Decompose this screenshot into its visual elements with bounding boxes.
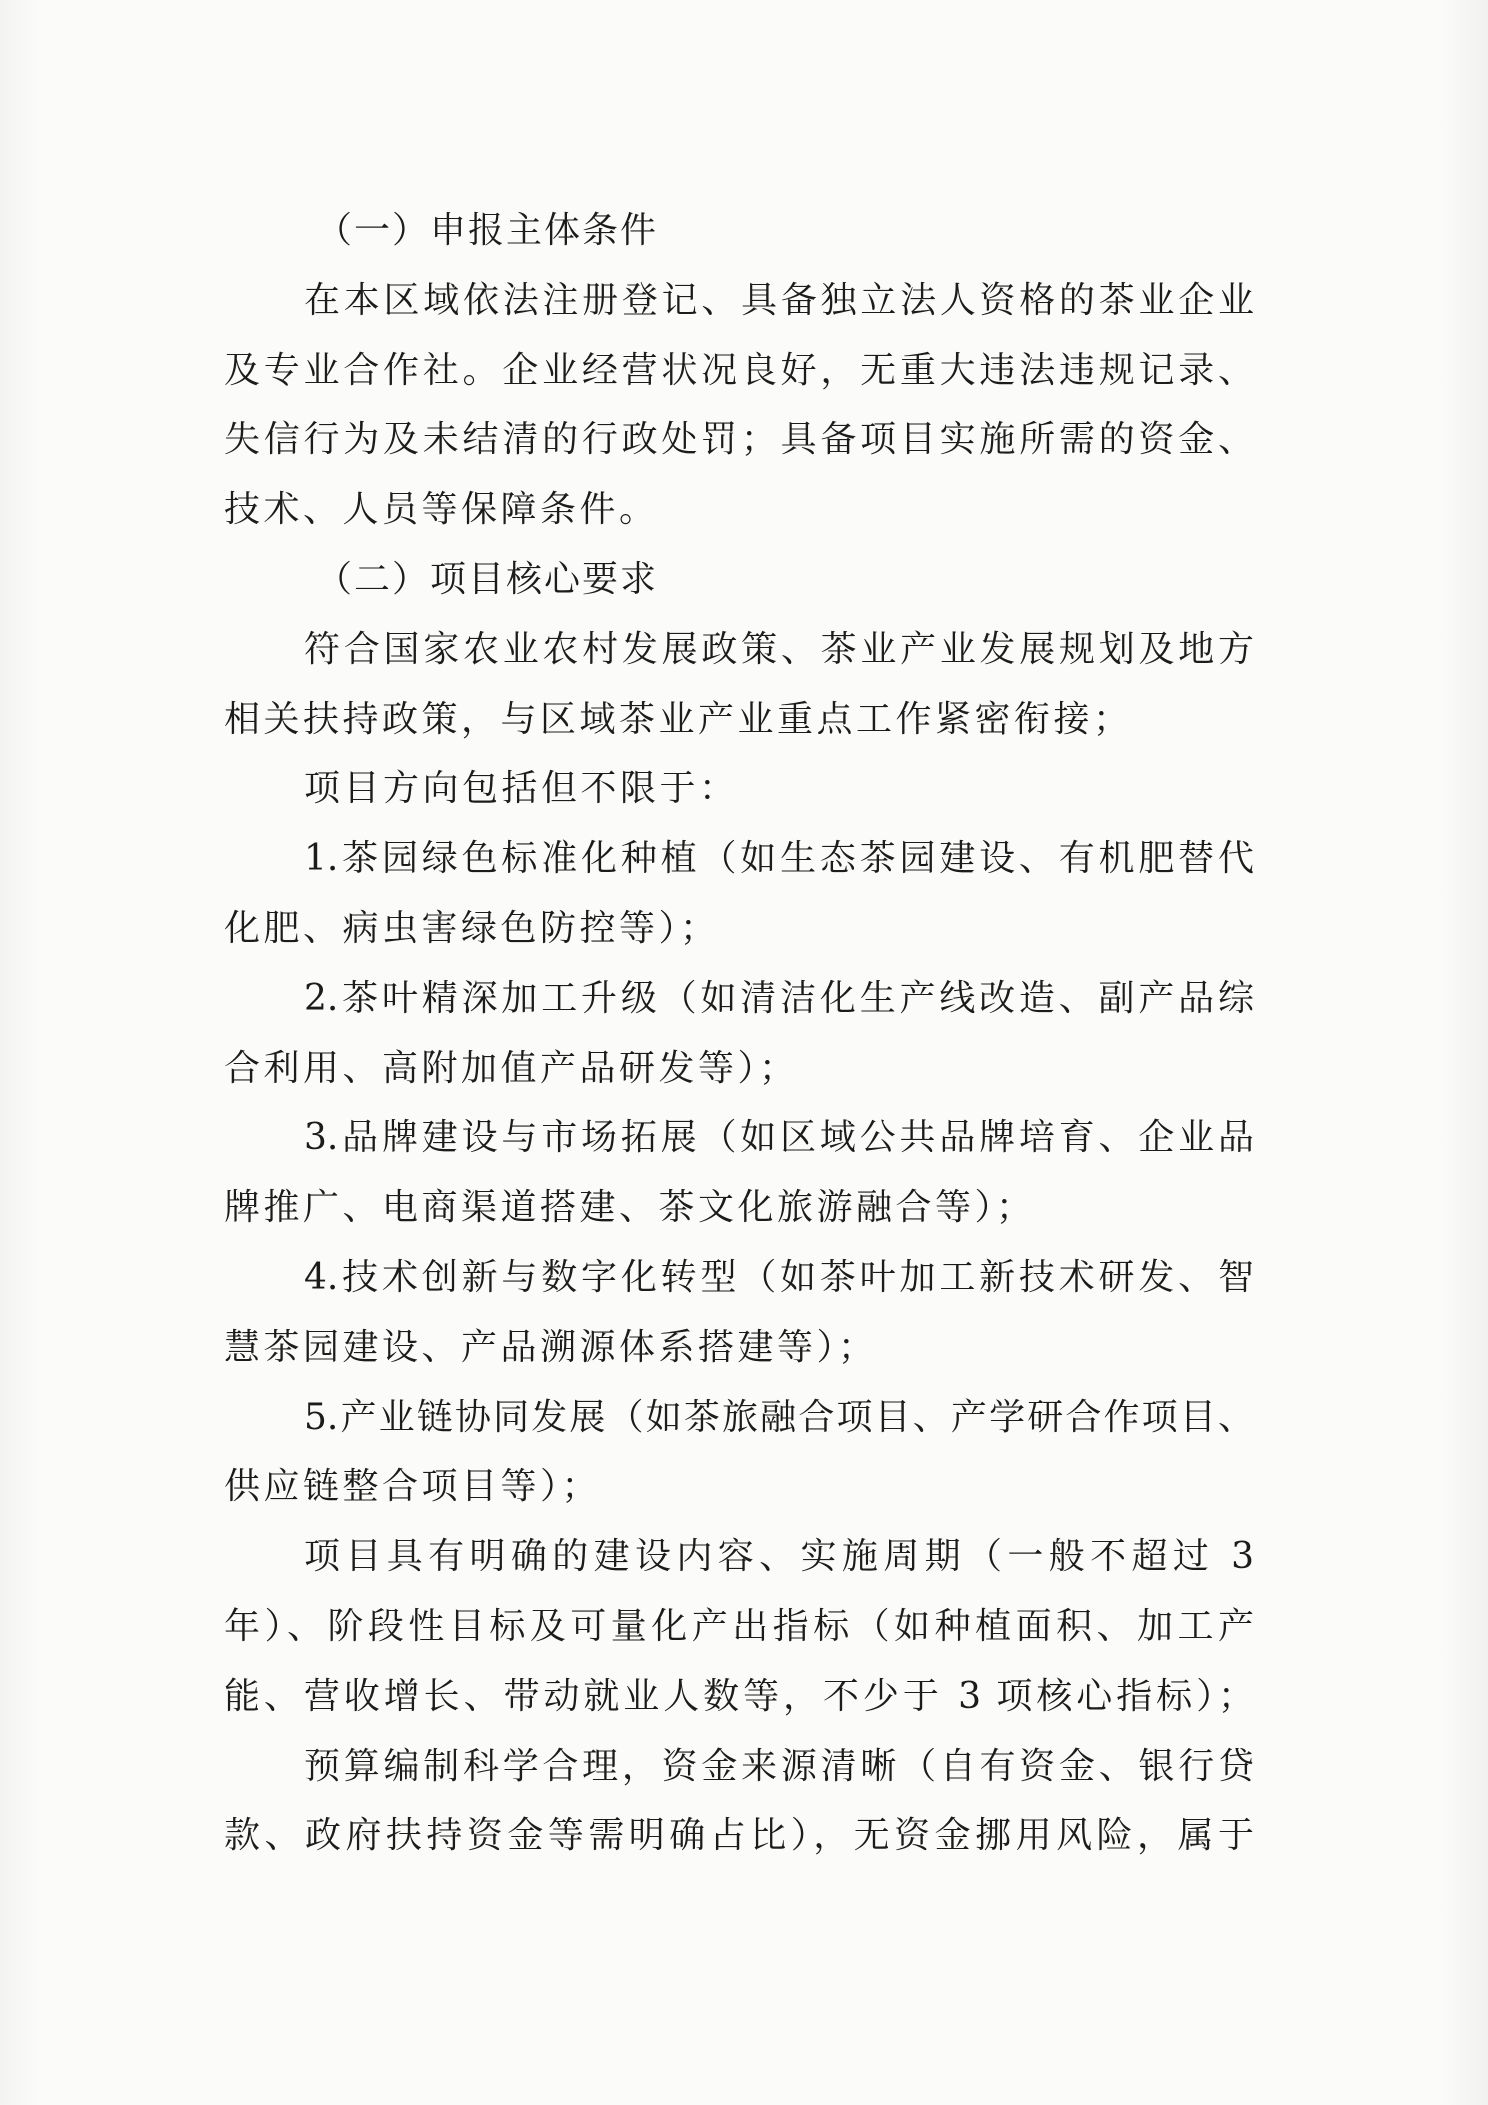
list-item-line: 合利用、高附加值产品研发等）； — [224, 1047, 799, 1089]
list-item-line: 2.茶叶精深加工升级（如清洁化生产线改造、副产品综 — [304, 977, 1254, 1019]
paragraph-line: 在本区域依法注册登记、具备独立法人资格的茶业企业 — [304, 279, 1254, 321]
paragraph-line: 及专业合作社。企业经营状况良好，无重大违法违规记录、 — [224, 349, 1254, 391]
paragraph-line: 年）、阶段性目标及可量化产出指标（如种植面积、加工产 — [224, 1605, 1254, 1647]
paragraph-line: 失信行为及未结清的行政处罚；具备项目实施所需的资金、 — [224, 419, 1254, 461]
list-item-line: 4.技术创新与数字化转型（如茶叶加工新技术研发、智 — [304, 1256, 1254, 1298]
paragraph-line: 相关扶持政策，与区域茶业产业重点工作紧密衔接； — [224, 698, 1133, 740]
paragraph-line: 能、营收增长、带动就业人数等，不少于 3 项核心指标）； — [224, 1675, 1254, 1717]
paragraph-line: 款、政府扶持资金等需明确占比），无资金挪用风险，属于 — [224, 1815, 1254, 1857]
list-item-line: 3.品牌建设与市场拓展（如区域公共品牌培育、企业品 — [304, 1117, 1254, 1159]
section-heading-core-requirements: （二）项目核心要求 — [316, 558, 659, 600]
list-item-line: 1.茶园绿色标准化种植（如生态茶园建设、有机肥替代 — [304, 838, 1254, 880]
paragraph-line: 项目具有明确的建设内容、实施周期（一般不超过 3 — [304, 1536, 1254, 1578]
list-item-line: 化肥、病虫害绿色防控等）； — [224, 907, 720, 949]
list-item-line: 供应链整合项目等）； — [224, 1466, 602, 1508]
paragraph-line: 符合国家农业农村发展政策、茶业产业发展规划及地方 — [304, 628, 1254, 670]
document-body — [224, 196, 1254, 1871]
list-item-line: 慧茶园建设、产品溯源体系搭建等）； — [224, 1326, 878, 1368]
list-item-line: 牌推广、电商渠道搭建、茶文化旅游融合等）； — [224, 1187, 1036, 1229]
section-heading-subject-conditions: （一）申报主体条件 — [316, 210, 659, 251]
list-item-line: 5.产业链协同发展（如茶旅融合项目、产学研合作项目、 — [304, 1396, 1254, 1438]
paragraph-line: 技术、人员等保障条件。 — [224, 489, 659, 531]
paragraph-line: 项目方向包括但不限于： — [304, 768, 739, 810]
paragraph-line: 预算编制科学合理，资金来源清晰（自有资金、银行贷 — [304, 1745, 1254, 1787]
